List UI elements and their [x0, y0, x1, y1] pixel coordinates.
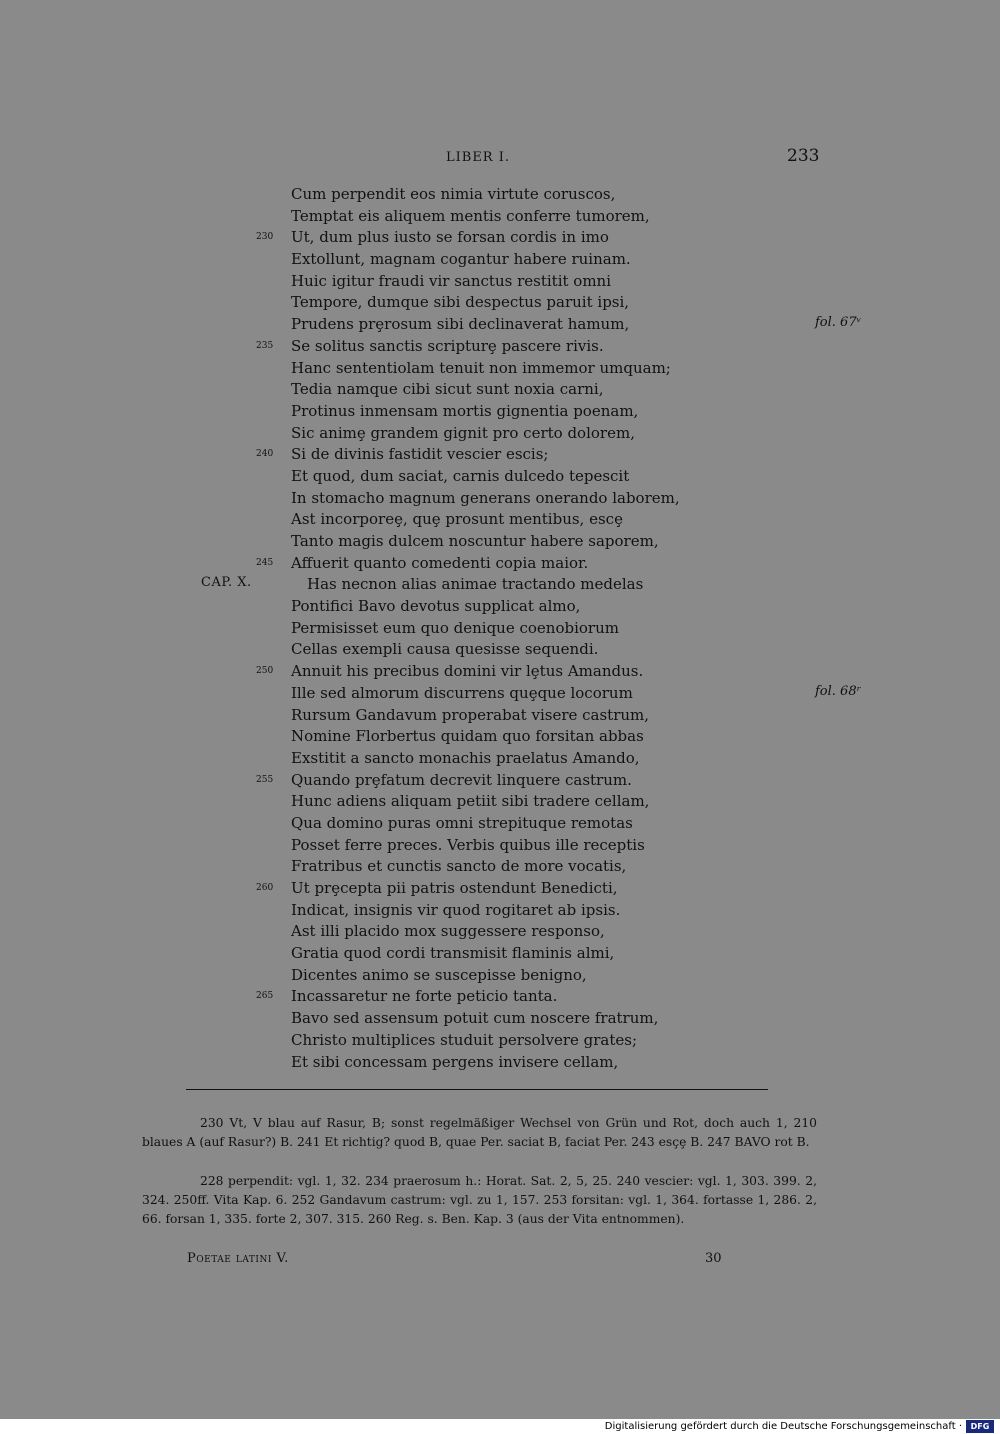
verse-line: [0, 986, 1000, 1008]
signature-number: 30: [705, 1251, 722, 1266]
page-footer: [0, 1251, 1000, 1271]
verse-text: Qua domino puras omni strepituque remotas: [291, 813, 633, 832]
verse-line: [0, 1052, 1000, 1074]
verse-line: [0, 1030, 1000, 1052]
verse-line: [0, 184, 1000, 206]
verse-text: Tempore, dumque sibi despectus paruit ipsi,: [291, 293, 630, 312]
verse-line: [0, 878, 1000, 900]
verse-line: [0, 249, 1000, 271]
verse-text: Incassaretur ne forte peticio tanta.: [291, 987, 558, 1006]
line-number: 230: [256, 232, 274, 243]
verse-line: [0, 900, 1000, 922]
line-number: 260: [256, 883, 274, 893]
verse-text: Hunc adiens aliquam petiit sibi tradere cellam,: [291, 792, 650, 811]
dfg-credit-text: Digitalisierung gefördert durch die Deutsche Forschungsgemeinschaft ·: [604, 1421, 962, 1432]
footer-title: Poetae latini V.: [187, 1251, 289, 1266]
verse-line: [0, 726, 1000, 748]
verse-line: [0, 813, 1000, 835]
verse-text: Cellas exempli causa quesisse sequendi.: [291, 640, 599, 659]
verse-text: Huic igitur fraudi vir sanctus restitit omni: [291, 271, 611, 290]
verse-text: Has necnon alias animae tractando medelas: [307, 575, 644, 594]
verse-line: [0, 466, 1000, 488]
verse-text: Se solitus sanctis scripturȩ pascere rivis.: [291, 336, 604, 355]
verse-line: [0, 206, 1000, 228]
verse-line: [0, 639, 1000, 661]
verse-line: [0, 227, 1000, 249]
verse-text: Ille sed almorum discurrens quȩque locorum: [291, 683, 633, 702]
verse-text: In stomacho magnum generans onerando laborem,: [291, 488, 680, 507]
verse-line: [0, 705, 1000, 727]
verse-text: Annuit his precibus domini vir lȩtus Amandus.: [291, 662, 644, 681]
verse-line: [0, 553, 1000, 575]
verse-line: [0, 488, 1000, 510]
verse-text: Sic animȩ grandem gignit pro certo dolorem,: [291, 423, 635, 442]
verse-text: Et quod, dum saciat, carnis dulcedo tepescit: [291, 466, 630, 485]
verse-text: Protinus inmensam mortis gignentia poenam,: [291, 401, 639, 420]
verse-text: Fratribus et cunctis sancto de more vocatis,: [291, 857, 627, 876]
verse-text: Permisisset eum quo denique coenobiorum: [291, 618, 619, 637]
verse-line: [0, 596, 1000, 618]
verse-text: Prudens prȩrosum sibi declinaverat hamum,: [291, 315, 630, 334]
verse-line: [0, 661, 1000, 683]
line-number: 255: [256, 774, 274, 785]
verse-text: Dicentes animo se suscepisse benigno,: [291, 965, 587, 984]
folio-marker: fol. 68ʳ: [815, 683, 862, 699]
verse-text: Rursum Gandavum properabat visere castrum,: [291, 705, 650, 724]
verse-line: [0, 401, 1000, 423]
verse-line: [0, 618, 1000, 640]
page-header: [0, 146, 1000, 170]
line-number: 240: [256, 449, 274, 460]
folio-marker: fol. 67ᵛ: [815, 315, 862, 331]
verse-line: [0, 336, 1000, 358]
verse-line: [0, 791, 1000, 813]
verse-text: Ut, dum plus iusto se forsan cordis in imo: [291, 228, 609, 247]
verse-line: [0, 271, 1000, 293]
verse-line: [0, 835, 1000, 857]
verse-text: Hanc sententiolam tenuit non immemor umquam;: [291, 358, 671, 377]
verse-text: Ut prȩcepta pii patris ostendunt Benedicti,: [291, 879, 618, 897]
verse-line: [0, 965, 1000, 987]
running-head: LIBER I.: [446, 150, 510, 165]
verse-line: [0, 770, 1000, 792]
verse-text: Indicat, insignis vir quod rogitaret ab ipsis.: [291, 900, 621, 919]
verse-text: Gratia quod cordi transmisit flaminis almi,: [291, 944, 615, 963]
verse-line: [0, 943, 1000, 965]
verse-line: [0, 509, 1000, 531]
verse-line: [0, 921, 1000, 943]
verse-text: Pontifici Bavo devotus supplicat almo,: [291, 597, 581, 616]
critical-apparatus: 230 Vt, V blau auf Rasur, B; sonst regelmäßiger Wechsel von Grün und Rot, doch auch 1, 210 blaues A (auf Rasur?) B. 241 Et richtig? quod B, quae Per. saciat B, faciat Per. 243 esçȩ B. 247 BAVO rot B.: [142, 1116, 817, 1149]
verse-text: Posset ferre preces. Verbis quibus ille receptis: [291, 835, 645, 854]
verse-text: Extollunt, magnam cogantur habere ruinam.: [291, 250, 631, 269]
verse-text: Tedia namque cibi sicut sunt noxia carni,: [291, 380, 604, 399]
verse-text: Affuerit quanto comedenti copia maior.: [291, 553, 589, 572]
verse-text: Tanto magis dulcem noscuntur habere saporem,: [291, 532, 659, 550]
verse-line: [0, 574, 1000, 596]
poem-text: [0, 184, 1000, 1073]
verse-text: Exstitit a sancto monachis praelatus Amando,: [291, 748, 640, 767]
verse-line: [0, 379, 1000, 401]
verse-line: [0, 314, 1000, 336]
verse-line: [0, 531, 1000, 553]
source-apparatus: 228 perpendit: vgl. 1, 32. 234 praerosum h.: Horat. Sat. 2, 5, 25. 240 vescier: vgl. 1, 303. 399. 2, 324. 250ff. Vita Kap. 6. 252 Gandavum castrum: vgl. zu 1, 157. 253 forsitan: vgl. 1, 364. fortasse 1, 286. 2, 66. forsan 1, 335. forte 2, 307. 315. 260 Reg. s. Ben. Kap. 3 (aus der Vita entnommen).: [142, 1174, 817, 1226]
dfg-logo-icon: DFG: [966, 1420, 994, 1433]
verse-text: Bavo sed assensum potuit cum noscere fratrum,: [291, 1009, 659, 1028]
verse-text: Ast illi placido mox suggessere responso,: [291, 922, 605, 941]
verse-text: Nomine Florbertus quidam quo forsitan abbas: [291, 727, 644, 746]
line-number: 245: [256, 557, 274, 568]
verse-line: [0, 292, 1000, 314]
verse-text: Et sibi concessam pergens invisere cellam,: [291, 1052, 619, 1071]
verse-line: [0, 748, 1000, 770]
chapter-marker: CAP. X.: [201, 575, 252, 591]
verse-text: Si de divinis fastidit vescier escis;: [291, 445, 549, 464]
verse-line: [0, 856, 1000, 878]
verse-line: [0, 683, 1000, 705]
line-number: 235: [256, 340, 274, 351]
verse-text: Temptat eis aliquem mentis conferre tumorem,: [291, 206, 650, 225]
line-number: 265: [256, 991, 274, 1002]
verse-text: Quando prȩfatum decrevit linquere castrum.: [291, 770, 632, 789]
verse-text: Cum perpendit eos nimia virtute coruscos,: [291, 185, 616, 203]
verse-text: Christo multiplices studuit persolvere grates;: [291, 1030, 638, 1049]
verse-line: [0, 358, 1000, 380]
verse-line: [0, 1008, 1000, 1030]
verse-text: Ast incorporeȩ, quȩ prosunt mentibus, escȩ: [291, 510, 623, 529]
footnote-rule: [186, 1089, 768, 1090]
line-number: 250: [256, 666, 274, 677]
page-number: 233: [787, 146, 820, 166]
verse-line: [0, 423, 1000, 445]
verse-line: [0, 444, 1000, 466]
dfg-credit-bar: [0, 1419, 1000, 1434]
